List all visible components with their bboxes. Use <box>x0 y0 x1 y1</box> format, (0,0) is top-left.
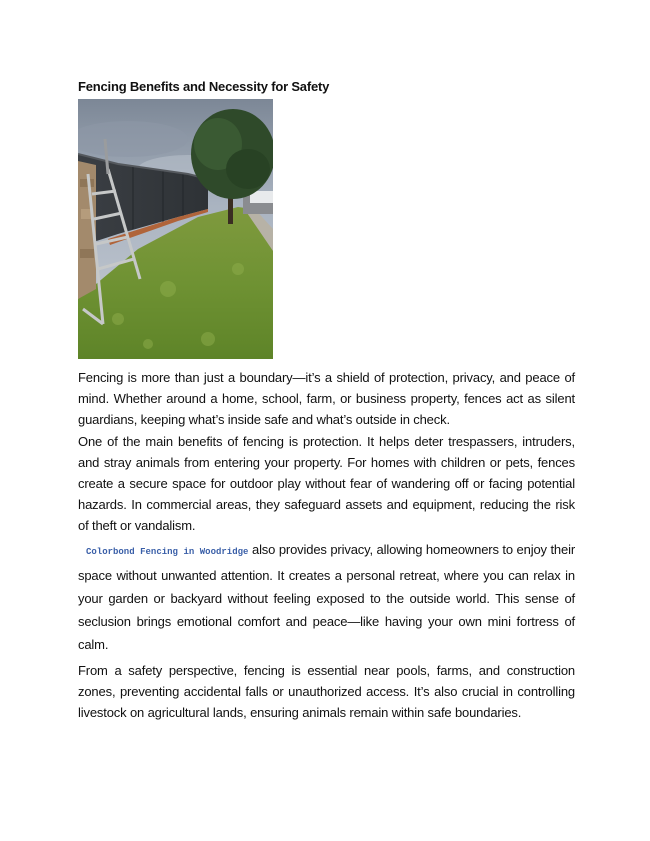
fence-photo <box>78 99 273 359</box>
paragraph-intro: Fencing is more than just a boundary—it’s a shield of protection, privacy, and peace of mind. Whether around a home, school, farm, or business property, fences act as silent guardians, keeping what’s inside safe and what’s outside in check. <box>78 370 575 428</box>
paragraph-privacy <box>78 538 575 656</box>
document-page <box>78 78 575 723</box>
colorbond-fencing-link[interactable]: Colorbond Fencing in Woodridge <box>86 546 249 557</box>
paragraph-safety: From a safety perspective, fencing is essential near pools, farms, and construction zones, preventing accidental falls or unauthorized access. It’s also crucial in controlling livestock on agricultural lands, ensuring animals remain within safe boundaries. <box>78 662 575 721</box>
document-title: Fencing Benefits and Necessity for Safety <box>78 79 330 94</box>
paragraph-privacy-text: also provides privacy, allowing homeowners to enjoy their space without unwanted attention. It creates a personal retreat, where you can relax in your garden or backyard without feeling exposed to the outside world. This sense of seclusion brings emotional comfort and peace—like having your own mini fortress of calm. <box>78 541 575 652</box>
paragraph-protection: One of the main benefits of fencing is protection. It helps deter trespassers, intruders, and stray animals from entering your property. For homes with children or pets, fences create a secure space for outdoor play without fear of wandering off or facing potential hazards. In commercial areas, they safeguard assets and equipment, reducing the risk of theft or vandalism. <box>78 433 575 534</box>
fence-photo-image <box>78 99 273 359</box>
